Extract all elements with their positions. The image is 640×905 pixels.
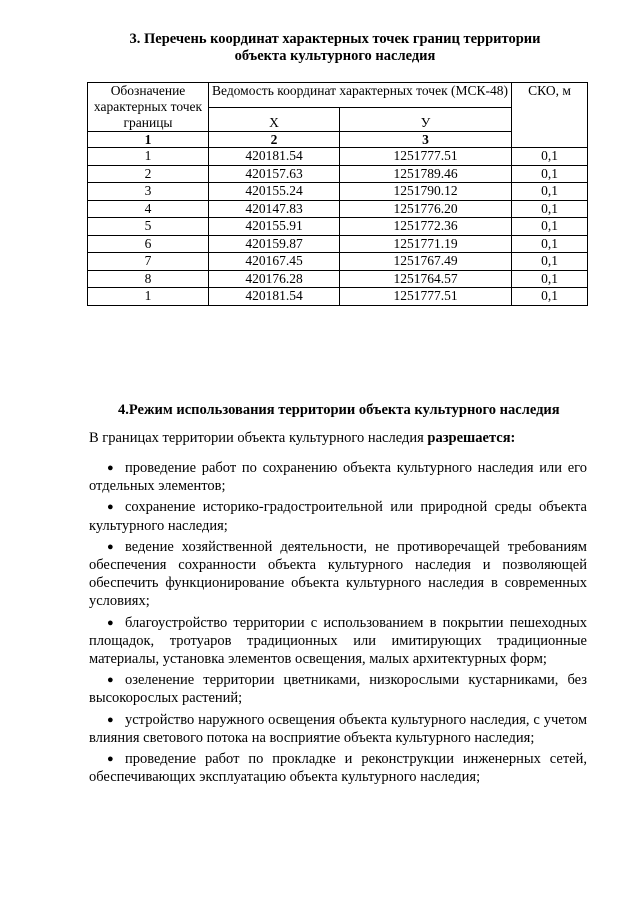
permitted-activities-list <box>89 459 587 789</box>
section4-title: 4.Режим использования территории объекта культурного наследия <box>118 402 560 418</box>
point-cell: 1 <box>88 288 209 306</box>
y-cell: 1251776.20 <box>340 200 512 218</box>
bullet-icon: ● <box>107 616 114 629</box>
bullet-icon: ● <box>107 674 114 687</box>
column-number-1: 1 <box>88 132 209 148</box>
sko-cell: 0,1 <box>512 288 588 306</box>
header-point-designation: Обозначение характерных точек границы <box>88 83 209 132</box>
point-cell: 3 <box>88 183 209 201</box>
x-cell: 420176.28 <box>209 270 340 288</box>
list-item <box>89 538 587 611</box>
sko-cell: 0,1 <box>512 183 588 201</box>
sko-cell: 0,1 <box>512 270 588 288</box>
sko-cell: 0,1 <box>512 148 588 166</box>
sko-cell: 0,1 <box>512 165 588 183</box>
list-item-text: озеленение территории цветниками, низкорослыми кустарниками, без высокорослых растений; <box>89 672 587 707</box>
y-cell: 1251772.36 <box>340 218 512 236</box>
point-cell: 5 <box>88 218 209 236</box>
sko-cell: 0,1 <box>512 218 588 236</box>
bullet-icon: ● <box>107 462 114 474</box>
table-row <box>88 270 588 288</box>
column-number-3: 3 <box>340 132 512 148</box>
list-item-text: устройство наружного освещения объекта культурного наследия, с учетом влияния светового потока на восприятие объекта культурного наследия; <box>89 711 587 746</box>
sko-cell: 0,1 <box>512 200 588 218</box>
x-cell: 420155.24 <box>209 183 340 201</box>
table-row <box>88 200 588 218</box>
point-cell: 1 <box>88 148 209 166</box>
y-cell: 1251790.12 <box>340 183 512 201</box>
table-row <box>88 218 588 236</box>
x-cell: 420167.45 <box>209 253 340 271</box>
section4-intro <box>89 430 515 447</box>
list-item <box>89 498 587 534</box>
list-item-text: проведение работ по сохранению объекта культурного наследия или его отдельных элементов; <box>89 460 587 495</box>
point-cell: 6 <box>88 235 209 253</box>
list-item <box>89 671 587 707</box>
point-cell: 7 <box>88 253 209 271</box>
section3-title-line2: объекта культурного наследия <box>234 48 436 64</box>
list-item-text: ведение хозяйственной деятельности, не противоречащей требованиям обеспечения сохранности объекта культурного наследия и позволяющей обеспечить функционирование объекта культурного наследия в современных условиях; <box>89 538 587 610</box>
bullet-icon: ● <box>107 540 114 553</box>
list-item <box>89 750 587 786</box>
section3-title-line1: 3. Перечень координат характерных точек границ территории <box>129 31 541 47</box>
bullet-icon: ● <box>107 713 114 726</box>
list-item-text: сохранение историко-градостроительной или природной среды объекта культурного наследия; <box>89 499 587 534</box>
point-cell: 2 <box>88 165 209 183</box>
bullet-icon: ● <box>107 753 114 766</box>
list-item <box>89 614 587 669</box>
list-item-text: благоустройство территории с использованием в покрытии пешеходных площадок, тротуаров традиционных или имитирующих традиционные материалы, установка элементов освещения, малых архитектурных форм; <box>89 614 587 668</box>
y-cell: 1251777.51 <box>340 148 512 166</box>
y-cell: 1251764.57 <box>340 270 512 288</box>
bullet-icon: ● <box>107 501 114 514</box>
table-row <box>88 165 588 183</box>
point-cell: 8 <box>88 270 209 288</box>
intro-bold: разрешается: <box>427 430 516 446</box>
header-x: Х <box>209 107 340 132</box>
list-item <box>89 459 587 495</box>
sko-cell: 0,1 <box>512 235 588 253</box>
section3-title <box>90 31 580 65</box>
y-cell: 1251789.46 <box>340 165 512 183</box>
x-cell: 420157.63 <box>209 165 340 183</box>
y-cell: 1251777.51 <box>340 288 512 306</box>
table-row <box>88 148 588 166</box>
coordinates-rows <box>88 148 588 306</box>
x-cell: 420181.54 <box>209 288 340 306</box>
list-item-text: проведение работ по прокладке и реконструкции инженерных сетей, обеспечивающих эксплуатацию объекта культурного наследия; <box>89 751 587 786</box>
list-item <box>89 711 587 747</box>
header-sko: СКО, м <box>512 83 588 148</box>
table-row <box>88 183 588 201</box>
x-cell: 420155.91 <box>209 218 340 236</box>
x-cell: 420147.83 <box>209 200 340 218</box>
y-cell: 1251767.49 <box>340 253 512 271</box>
column-number-2: 2 <box>209 132 340 148</box>
header-coordinates: Ведомость координат характерных точек (МСК-48) <box>209 83 512 108</box>
table-row <box>88 253 588 271</box>
table-row <box>88 235 588 253</box>
x-cell: 420181.54 <box>209 148 340 166</box>
x-cell: 420159.87 <box>209 235 340 253</box>
table-row <box>88 288 588 306</box>
point-cell: 4 <box>88 200 209 218</box>
sko-cell: 0,1 <box>512 253 588 271</box>
header-y: У <box>340 107 512 132</box>
intro-text: В границах территории объекта культурного наследия <box>89 430 428 446</box>
coordinates-table <box>87 82 588 306</box>
y-cell: 1251771.19 <box>340 235 512 253</box>
